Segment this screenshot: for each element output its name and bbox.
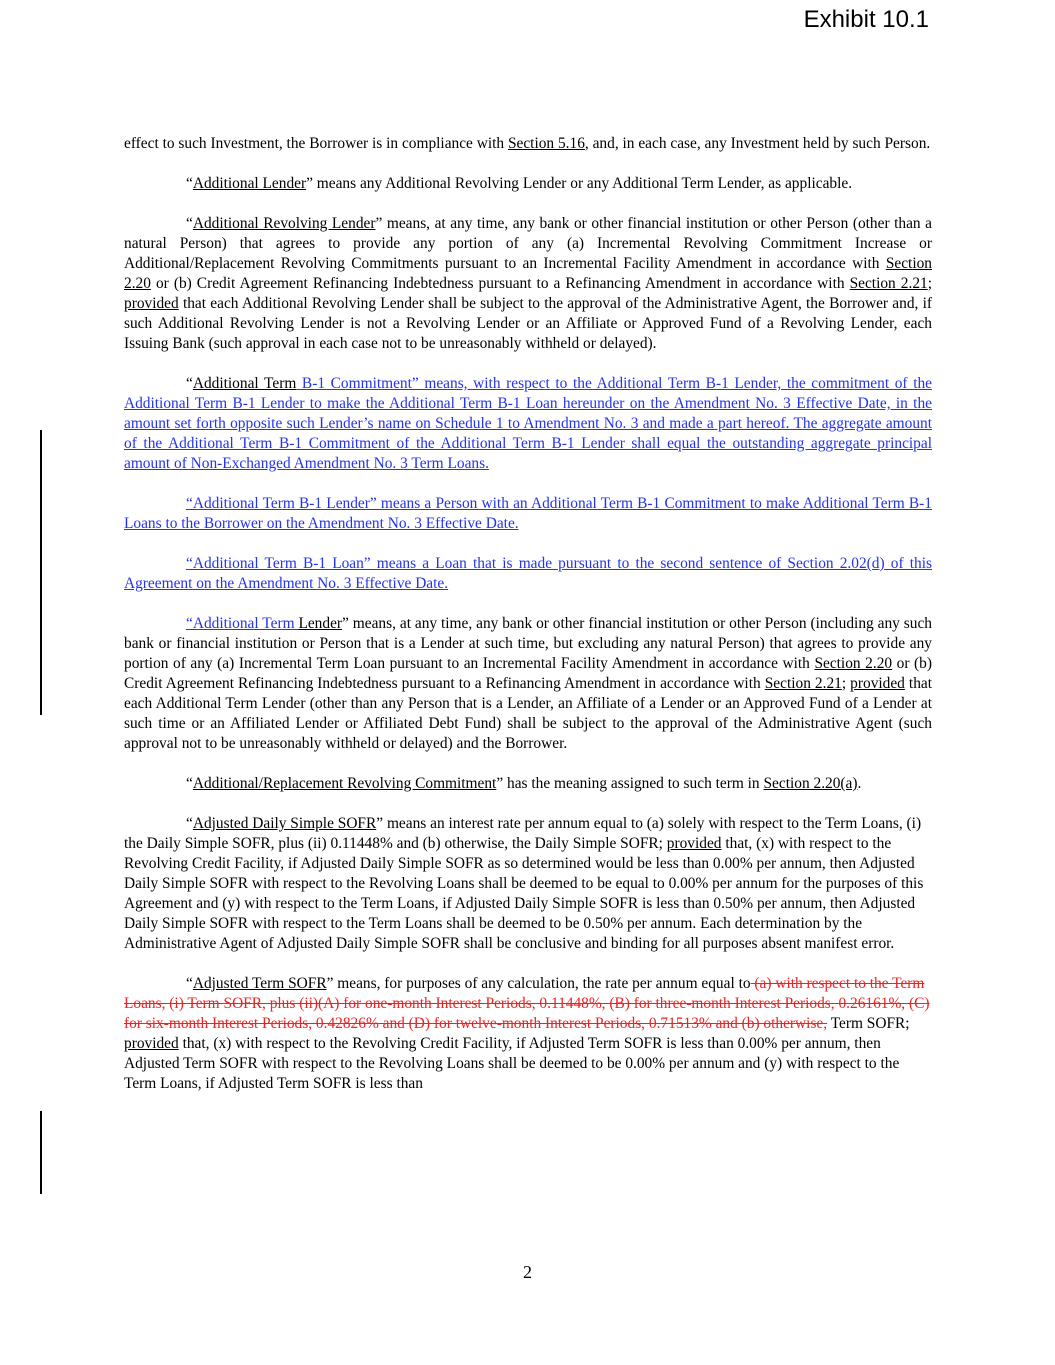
proviso-term: provided xyxy=(850,675,905,692)
section-reference: Section 2.21 xyxy=(849,275,928,292)
section-reference: Section 5.16 xyxy=(507,135,585,152)
definition-adjusted-term-sofr: “Adjusted Term SOFR” means, for purposes of any calculation, the rate per annum equal to (a) with respect to the Term Loans, (i) Term SOFR, plus (ii)(A) for one-month Interest Periods, 0.11448%, (B) for three-month Interest Periods, 0.26161%, (C) for six-month Interest Periods, 0.42826% and (D) for twelve-month Interest Periods, 0.71513% and (b) otherwise, Term SOFR; provided that, (x) with respect to the Revolving Credit Facility, if Adjusted Term SOFR is less than 0.00% per annum, then Adjusted Term SOFR with respect to the Revolving Loans shall be deemed to be 0.00% per annum and (y) with respect to the Term Loans, if Adjusted Term SOFR is less than xyxy=(124,975,930,1092)
definition-additional-term-b1-lender xyxy=(124,494,932,534)
proviso-term: provided xyxy=(124,295,179,312)
change-bar xyxy=(40,430,42,715)
inserted-text: B-1 Commitment” means, with respect to the Additional Term B-1 Lender, the commitment of the Additional Term B-1 Lender to make the Additional Term B-1 Loan hereunder on the Amendment No. 3 Effective Date, in the amount set forth opposite such Lender’s name on Schedule 1 to Amendment No. 3 and made a part hereof. The aggregate amount of the Additional Term B-1 Commitment of the Additional Term B-1 Lender shall equal the outstanding aggregate principal amount of Non-Exchanged Amendment No. 3 Term Loans. xyxy=(124,375,932,472)
proviso-term: provided xyxy=(666,835,722,852)
page-number: 2 xyxy=(523,1262,532,1282)
defined-term: Additional/Replacement Revolving Commitment xyxy=(192,775,497,792)
section-reference: Section 2.20 xyxy=(124,255,932,292)
section-reference: Section 2.20(a) xyxy=(763,775,858,792)
change-bar xyxy=(40,1111,42,1194)
definition-additional-term-lender: “Additional Term Lender” means, at any time, any bank or other financial institution or other Person (including any such bank or financial institution or Person that is a Lender at such time, but excluding any natural Person) that agrees to provide any portion of any (a) Incremental Term Loan pursuant to an Incremental Facility Amendment in accordance with Section 2.20 or (b) Credit Agreement Refinancing Indebtedness pursuant to a Refinancing Amendment in accordance with Section 2.21; provided that each Additional Term Lender (other than any Person that is a Lender, an Affiliate of a Lender or an Approved Fund of a Lender at such time or an Affiliated Lender or Affiliated Debt Fund) shall be subject to the approval of the Administrative Agent (such approval not to be unreasonably withheld or delayed) and the Borrower. xyxy=(124,615,933,752)
definition-additional-revolving-lender: “Additional Revolving Lender” means, at any time, any bank or other financial institution or other Person (other than a natural Person) that agrees to provide any portion of any (a) Incremental Revolving Commitment Increase or Additional/Replacement Revolving Commitments pursuant to an Incremental Facility Amendment in accordance with Section 2.20 or (b) Credit Agreement Refinancing Indebtedness pursuant to a Refinancing Amendment in accordance with Section 2.21; provided that each Additional Revolving Lender shall be subject to the approval of the Administrative Agent, the Borrower and, if such Additional Revolving Lender is not a Revolving Lender or an Affiliate or Approved Fund of a Revolving Lender, each Issuing Bank (such approval in each case not to be unreasonably withheld or delayed). xyxy=(124,215,933,352)
definition-adjusted-daily-simple-sofr: “Adjusted Daily Simple SOFR” means an interest rate per annum equal to (a) solely with respect to the Term Loans, (i) the Daily Simple SOFR, plus (ii) 0.11448% and (b) otherwise, the Daily Simple SOFR; provided that, (x) with respect to the Revolving Credit Facility, if Adjusted Daily Simple SOFR as so determined would be less than 0.00% per annum, then Adjusted Daily Simple SOFR with respect to the Revolving Loans shall be deemed to be equal to 0.00% per annum for the purposes of this Agreement and (y) with respect to the Term Loans, if Adjusted Daily Simple SOFR is less than 0.50% per annum, then Adjusted Daily Simple SOFR with respect to the Term Loans shall be deemed to be 0.50% per annum. Each determination by the Administrative Agent of Adjusted Daily Simple SOFR shall be conclusive and binding for all purposes absent manifest error. xyxy=(124,815,924,952)
definition-additional-term-b1-loan xyxy=(124,554,932,594)
deleted-text: (a) with respect to the Term Loans, (i) Term SOFR, plus (ii)(A) for one-month Interest Periods, 0.11448%, (B) for three-month Interest Periods, 0.26161%, (C) for six-month Interest Periods, 0.42826% and (D) for twelve-month Interest Periods, 0.71513% and (b) otherwise, xyxy=(124,975,930,1032)
inserted-text: “Additional Term B-1 Loan” means a Loan that is made pursuant to the second sentence of Section 2.02(d) of this Agreement on the Amendment No. 3 Effective Date. xyxy=(124,555,932,592)
defined-term: Adjusted Daily Simple SOFR xyxy=(192,815,377,832)
exhibit-label: Exhibit 10.1 xyxy=(803,6,929,33)
section-reference: Section 2.20 xyxy=(814,655,893,672)
proviso-term: provided xyxy=(124,1035,179,1052)
definition-additional-lender: “Additional Lender” means any Additional Revolving Lender or any Additional Term Lender, as applicable. xyxy=(186,175,853,192)
defined-term: Adjusted Term SOFR xyxy=(192,975,327,992)
defined-term: Additional Revolving Lender xyxy=(192,215,376,232)
defined-term: Additional Term xyxy=(192,375,297,392)
paragraph-investment-continuation: effect to such Investment, the Borrower is in compliance with Section 5.16, and, in each case, any Investment held by such Person. xyxy=(124,135,931,152)
defined-term: Additional Lender xyxy=(192,175,307,192)
defined-term: Lender xyxy=(298,615,343,632)
definition-additional-term-b1-commitment: “Additional Term B-1 Commitment” means, with respect to the Additional Term B-1 Lender, the commitment of the Additional Term B-1 Lender to make the Additional Term B-1 Loan hereunder on the Amendment No. 3 Effective Date, in the amount set forth opposite such Lender’s name on Schedule 1 to Amendment No. 3 and made a part hereof. The aggregate amount of the Additional Term B-1 Commitment of the Additional Term B-1 Lender shall equal the outstanding aggregate principal amount of Non-Exchanged Amendment No. 3 Term Loans. xyxy=(124,375,932,472)
inserted-text: “Additional Term xyxy=(186,615,299,632)
definition-additional-replacement-revolving-commitment: “Additional/Replacement Revolving Commitment” has the meaning assigned to such term in Section 2.20(a). xyxy=(186,775,862,792)
inserted-text: “Additional Term B-1 Lender” means a Person with an Additional Term B-1 Commitment to make Additional Term B-1 Loans to the Borrower on the Amendment No. 3 Effective Date. xyxy=(124,495,932,532)
section-reference: Section 2.21 xyxy=(764,675,842,692)
document-body xyxy=(124,134,932,1114)
